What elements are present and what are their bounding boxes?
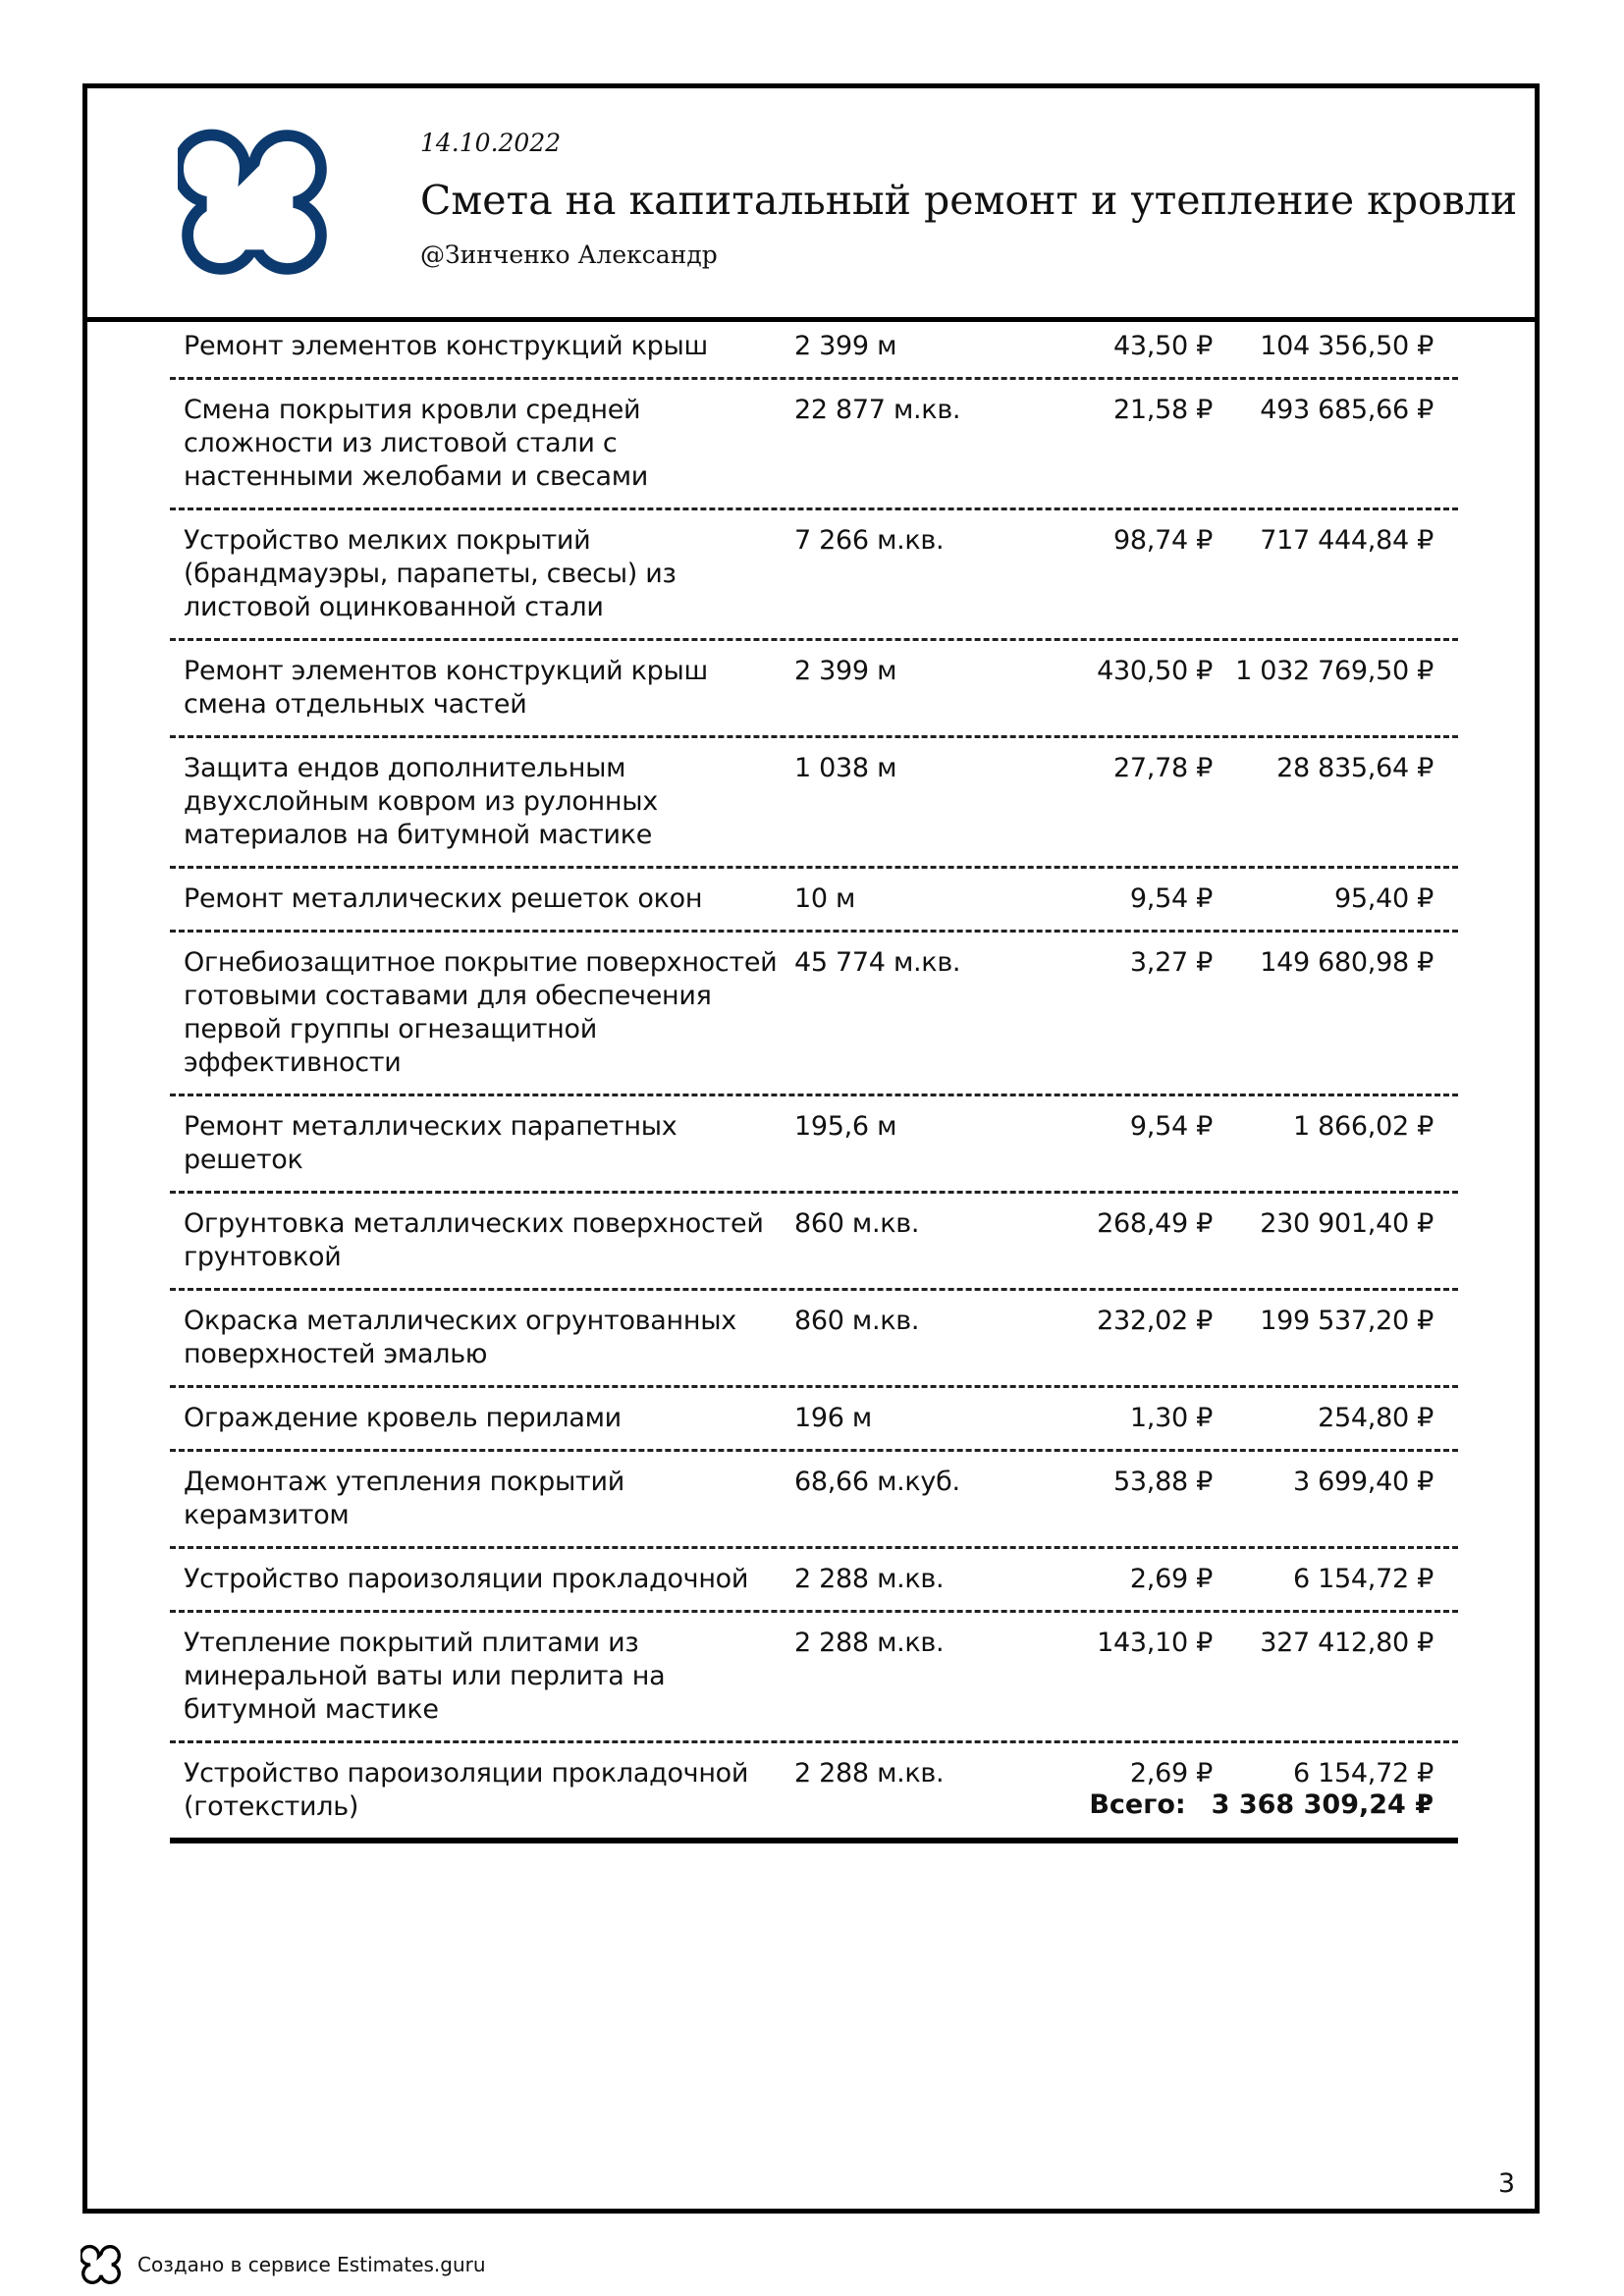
footer-credit-link[interactable]: Создано в сервисе Estimates.guru (137, 2253, 486, 2276)
item-unit-price: 21,58 ₽ (1113, 395, 1213, 425)
item-total: 3 699,40 ₽ (1293, 1467, 1434, 1497)
item-quantity: 2 399 м (794, 656, 897, 686)
item-name: Защита ендов дополнительным двухслойным ковром из рулонных материалов на битумной мастике (184, 753, 658, 850)
table-row (170, 1291, 1458, 1388)
item-total: 6 154,72 ₽ (1293, 1758, 1434, 1789)
item-name: Смена покрытия кровли средней сложности из листовой стали с настенными желобами и свесами (184, 395, 649, 492)
item-quantity: 2 288 м.кв. (794, 1758, 945, 1789)
footer (81, 2244, 486, 2285)
item-name: Ограждение кровель перилами (184, 1403, 622, 1433)
item-unit-price: 98,74 ₽ (1113, 525, 1213, 556)
item-total: 6 154,72 ₽ (1293, 1564, 1434, 1594)
item-name: Устройство пароизоляции прокладочной (готекстиль) (184, 1758, 749, 1822)
item-quantity: 196 м (794, 1403, 872, 1433)
total-value: 3 368 309,24 ₽ (1211, 1789, 1434, 1820)
item-total: 1 032 769,50 ₽ (1235, 656, 1434, 686)
item-total: 254,80 ₽ (1318, 1403, 1434, 1433)
item-name: Демонтаж утепления покрытий керамзитом (184, 1467, 624, 1530)
item-unit-price: 43,50 ₽ (1113, 331, 1213, 361)
item-total: 717 444,84 ₽ (1260, 525, 1434, 556)
document-date: 14.10.2022 (420, 129, 562, 157)
item-quantity: 2 288 м.кв. (794, 1628, 945, 1658)
estimates-logo-icon (81, 2244, 122, 2285)
table-row (170, 1549, 1458, 1613)
item-unit-price: 27,78 ₽ (1113, 753, 1213, 783)
item-name: Ремонт элементов конструкций крыш (184, 331, 708, 361)
item-quantity: 7 266 м.кв. (794, 525, 945, 556)
item-name: Устройство пароизоляции прокладочной (184, 1564, 749, 1594)
document-author: @Зинченко Александр (420, 240, 718, 269)
item-quantity: 1 038 м (794, 753, 897, 783)
item-unit-price: 2,69 ₽ (1129, 1758, 1213, 1789)
item-unit-price: 268,49 ₽ (1097, 1208, 1213, 1239)
item-quantity: 2 399 м (794, 331, 897, 361)
item-name: Огнебиозащитное покрытие поверхностей готовыми составами для обеспечения первой группы огнезащитной эффективности (184, 947, 778, 1078)
item-total: 95,40 ₽ (1334, 883, 1434, 914)
item-quantity: 45 774 м.кв. (794, 947, 961, 978)
estimates-logo-icon (178, 126, 331, 279)
table-row (170, 738, 1458, 869)
table-row (170, 1388, 1458, 1452)
item-total: 28 835,64 ₽ (1276, 753, 1434, 783)
table-row (170, 641, 1458, 738)
page-number: 3 (1497, 2168, 1515, 2199)
item-unit-price: 53,88 ₽ (1113, 1467, 1213, 1497)
item-total: 104 356,50 ₽ (1260, 331, 1434, 361)
table-row (170, 380, 1458, 510)
document-title: Смета на капитальный ремонт и утепление кровли (420, 177, 1518, 224)
item-quantity: 860 м.кв. (794, 1306, 920, 1336)
table-row (170, 933, 1458, 1096)
item-quantity: 2 288 м.кв. (794, 1564, 945, 1594)
item-quantity: 68,66 м.куб. (794, 1467, 960, 1497)
item-quantity: 195,6 м (794, 1111, 897, 1142)
total-row (170, 1789, 1458, 1822)
item-unit-price: 2,69 ₽ (1129, 1564, 1213, 1594)
table-row (170, 1613, 1458, 1743)
item-total: 199 537,20 ₽ (1260, 1306, 1434, 1336)
item-total: 493 685,66 ₽ (1260, 395, 1434, 425)
item-total: 1 866,02 ₽ (1293, 1111, 1434, 1142)
item-name: Утепление покрытий плитами из минеральной ваты или перлита на битумной мастике (184, 1628, 666, 1725)
item-unit-price: 143,10 ₽ (1097, 1628, 1213, 1658)
item-quantity: 860 м.кв. (794, 1208, 920, 1239)
table-row (170, 510, 1458, 641)
item-name: Ремонт металлических парапетных решеток (184, 1111, 677, 1175)
item-unit-price: 9,54 ₽ (1129, 1111, 1213, 1142)
item-name: Устройство мелких покрытий (брандмауэры, парапеты, свесы) из листовой оцинкованной стали (184, 525, 677, 622)
table-row (170, 1194, 1458, 1291)
table-row (170, 1452, 1458, 1549)
item-quantity: 10 м (794, 883, 856, 914)
item-unit-price: 1,30 ₽ (1129, 1403, 1213, 1433)
item-name: Огрунтовка металлических поверхностей грунтовкой (184, 1208, 764, 1272)
item-total: 327 412,80 ₽ (1260, 1628, 1434, 1658)
item-unit-price: 232,02 ₽ (1097, 1306, 1213, 1336)
item-name: Ремонт элементов конструкций крыш смена отдельных частей (184, 656, 708, 720)
document-header (87, 88, 1535, 322)
item-unit-price: 430,50 ₽ (1097, 656, 1213, 686)
item-name: Окраска металлических огрунтованных поверхностей эмалью (184, 1306, 736, 1369)
item-unit-price: 3,27 ₽ (1129, 947, 1213, 978)
item-name: Ремонт металлических решеток окон (184, 883, 703, 914)
table-row (170, 869, 1458, 933)
table-row (170, 1096, 1458, 1194)
table-row (170, 316, 1458, 380)
estimate-table (170, 316, 1458, 1843)
item-unit-price: 9,54 ₽ (1129, 883, 1213, 914)
item-quantity: 22 877 м.кв. (794, 395, 961, 425)
item-total: 149 680,98 ₽ (1260, 947, 1434, 978)
item-total: 230 901,40 ₽ (1260, 1208, 1434, 1239)
total-label: Всего: (1089, 1789, 1186, 1820)
